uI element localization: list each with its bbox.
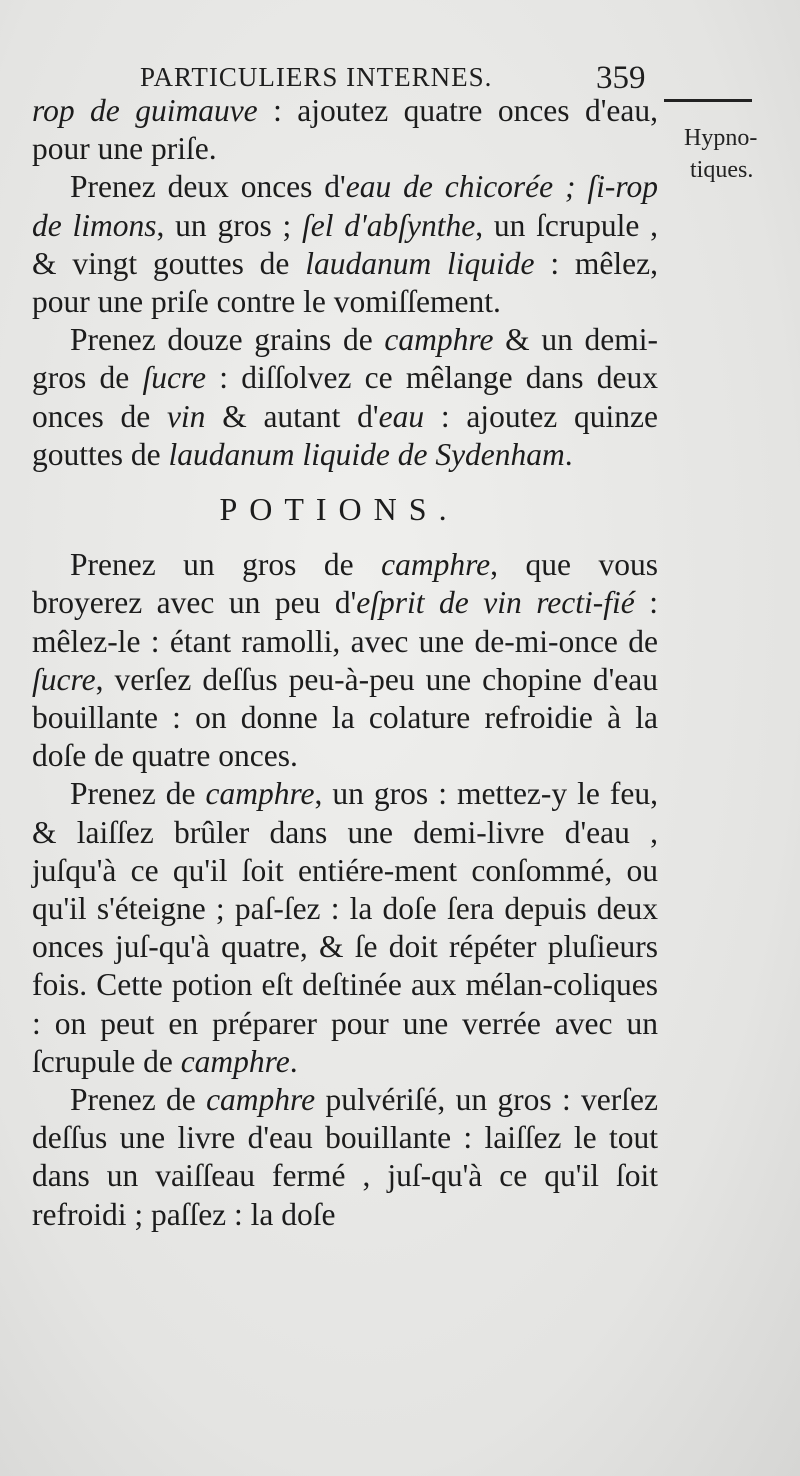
italic-term: ſel d'abſynthe [302,207,476,243]
paragraph-recipe-camphre-grains [32,321,658,474]
running-header: PARTICULIERS INTERNES. [140,62,493,92]
italic-term: rop de guimauve [32,93,258,128]
margin-note-line-1: Hypno- [684,125,758,151]
italic-term: vin [166,398,206,434]
margin-note [684,122,790,186]
text-run: , que vous broyerez avec un peu d' [32,547,658,621]
italic-term: camphre [206,1082,316,1118]
body-text [32,92,658,1234]
italic-term: eau de chicorée ; ſi-rop de limons [32,169,658,243]
paragraph-continuation [32,92,658,168]
italic-term: ſucre [142,360,207,396]
text-run: , un gros ; [156,207,303,243]
paragraph-potion-3 [32,1081,658,1234]
text-run: & autant d' [205,398,379,434]
italic-term: eſprit de vin recti-fié [356,585,635,621]
section-heading: POTIONS. [219,491,459,528]
text-run: : ajoutez quatre onces d'eau, pour une priſe. [32,93,658,167]
italic-term: laudanum liquide de Sydenham [168,436,565,472]
text-run: & un demi-gros de [32,322,658,396]
paragraph-potion-1 [32,546,658,775]
italic-term: eau [378,398,425,434]
text-run: . [564,436,573,472]
text-run: , un ſcrupule , & vingt gouttes de [32,207,659,281]
paragraph-recipe-chicoree [32,168,658,321]
text-run: : mêlez-le : étant ramolli, avec une de-mi-once de [32,585,658,659]
italic-term: laudanum liquide [305,245,535,281]
margin-rule [664,99,752,102]
text-run: pulvériſé, un gros : verſez deſſus une livre d'eau bouillante : laiſſez le tout dans un vaiſſeau fermé , juſ-qu'à ce qu'il ſoit refroidi ; paſſez : la doſe [32,1082,658,1232]
text-run: Prenez deux onces d' [70,169,346,205]
paragraph-potion-2 [32,775,658,1081]
text-run: Prenez douze grains de [70,322,385,358]
text-run: Prenez de [70,776,206,812]
text-run: : diſſolvez ce mêlange dans deux onces de [32,360,658,434]
margin-note-line-2: tiques. [690,157,754,183]
page-number: 359 [596,60,646,96]
text-run: , verſez deſſus peu-à-peu une chopine d'eau bouillante : on donne la colature refroidie à la doſe de quatre onces. [32,661,658,774]
text-run: . [289,1043,298,1079]
italic-term: camphre [205,776,315,812]
text-run: Prenez de [70,1082,207,1118]
italic-term: camphre [384,322,494,358]
italic-term: ſucre [32,661,96,697]
italic-term: camphre [381,547,491,583]
text-run: : mêlez, pour une priſe contre le vomiſſement. [32,245,658,320]
text-run: Prenez un gros de [70,547,382,583]
italic-term: camphre [180,1043,290,1079]
text-run: : ajoutez quinze gouttes de [32,398,658,472]
text-run: , un gros : mettez-y le feu, & laiſſez brûler dans une demi-livre d'eau , juſqu'à ce qu'il ſoit entiére-ment conſommé, ou qu'il s'éteigne ; paſ-ſez : la doſe ſera depuis deux onces juſ-qu'à quatre, & ſe doit répéter pluſieurs fois. Cette potion eſt deſtinée aux mélan-coliques : on peut en préparer pour une verrée avec un ſcrupule de [32,776,658,1079]
